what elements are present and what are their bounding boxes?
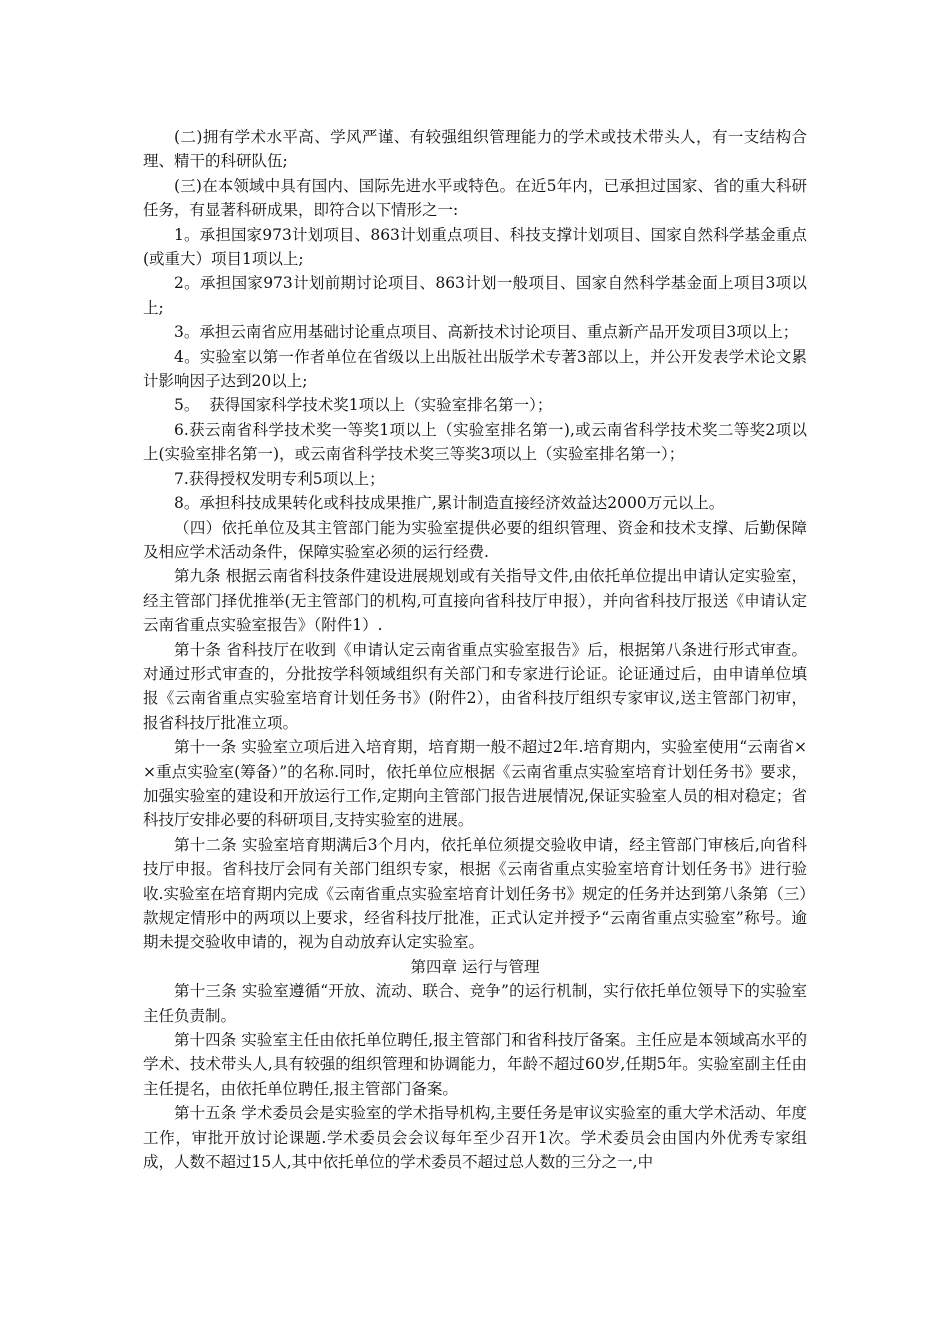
article-9: 第九条 根据云南省科技条件建设进展规划或有关指导文件,由依托单位提出申请认定实验室，经主管部门择优推举(无主管部门的机构,可直接向省科技厅申报），并向省科技厅报送《申请认定云南省重点实验室报告》（附件1）. (143, 567, 807, 635)
document-body (143, 125, 807, 1174)
paragraph: 6.获云南省科学技术奖一等奖1项以上（实验室排名第一),或云南省科学技术奖二等奖2项以上(实验室排名第一)，或云南省科学技术奖三等奖3项以上（实验室排名第一）； (143, 420, 807, 464)
article-13: 第十三条 实验室遵循“开放、流动、联合、竞争”的运行机制，实行依托单位领导下的实验室主任负责制。 (143, 982, 807, 1025)
article-12: 第十二条 实验室培育期满后3个月内，依托单位须提交验收申请，经主管部门审核后,向省科技厅申报。省科技厅会同有关部门组织专家，根据《云南省重点实验室培育计划任务书》进行验收.实验室在培育期内完成《云南省重点实验室培育计划任务书》规定的任务并达到第八条第（三）款规定情形中的两项以上要求，经省科技厅批准，正式认定并授予“云南省重点实验室”称号。逾期未提交验收申请的，视为自动放弃认定实验室。 (143, 835, 807, 952)
paragraph: 1。承担国家973计划项目、863计划重点项目、科技支撑计划项目、国家自然科学基金重点(或重大）项目1项以上; (143, 225, 807, 269)
paragraph: (二)拥有学术水平高、学风严谨、有较强组织管理能力的学术或技术带头人，有一支结构合理、精干的科研队伍; (143, 128, 807, 171)
article-11: 第十一条 实验室立项后进入培育期，培育期一般不超过2年.培育期内，实验室使用“云南省××重点实验室(筹备）”的名称.同时，依托单位应根据《云南省重点实验室培育计划任务书》要求，加强实验室的建设和开放运行工作,定期向主管部门报告进展情况,保证实验室人员的相对稳定；省科技厅安排必要的科研项目,支持实验室的进展。 (143, 738, 807, 830)
paragraph: （四）依托单位及其主管部门能为实验室提供必要的组织管理、资金和技术支撑、后勤保障及相应学术活动条件，保障实验室必须的运行经费. (143, 518, 807, 561)
paragraph: 4。实验室以第一作者单位在省级以上出版社出版学术专著3部以上，并公开发表学术论文累计影响因子达到20以上; (143, 347, 807, 391)
paragraph: 5。 获得国家科学技术奖1项以上（实验室排名第一）； (174, 396, 553, 415)
paragraph: 2。承担国家973计划前期讨论项目、863计划一般项目、国家自然科学基金面上项目3项以上; (143, 274, 807, 317)
paragraph: 3。承担云南省应用基础讨论重点项目、高新技术讨论项目、重点新产品开发项目3项以上； (174, 323, 799, 342)
article-14: 第十四条 实验室主任由依托单位聘任,报主管部门和省科技厅备案。主任应是本领域高水平的学术、技术带头人,具有较强的组织管理和协调能力，年龄不超过60岁,任期5年。实验室副主任由主任提名，由依托单位聘任,报主管部门备案。 (143, 1031, 807, 1098)
article-15: 第十五条 学术委员会是实验室的学术指导机构,主要任务是审议实验室的重大学术活动、年度工作，审批开放讨论课题.学术委员会会议每年至少召开1次。学术委员会由国内外优秀专家组成，人数不超过15人,其中依托单位的学术委员不超过总人数的三分之一,中 (143, 1104, 807, 1172)
chapter-heading: 第四章 运行与管理 (410, 957, 540, 976)
paragraph: (三)在本领域中具有国内、国际先进水平或特色。在近5年内，已承担过国家、省的重大科研任务，有显著科研成果，即符合以下情形之一: (143, 176, 807, 220)
paragraph: 8。承担科技成果转化或科技成果推广,累计制造直接经济效益达2000万元以上。 (174, 494, 725, 513)
article-10: 第十条 省科技厅在收到《申请认定云南省重点实验室报告》后，根据第八条进行形式审查。对通过形式审查的，分批按学科领域组织有关部门和专家进行论证。论证通过后，由申请单位填报《云南省重点实验室培育计划任务书》(附件2），由省科技厅组织专家审议,送主管部门初审，报省科技厅批准立项。 (143, 640, 807, 732)
paragraph: 7.获得授权发明专利5项以上； (174, 469, 385, 488)
